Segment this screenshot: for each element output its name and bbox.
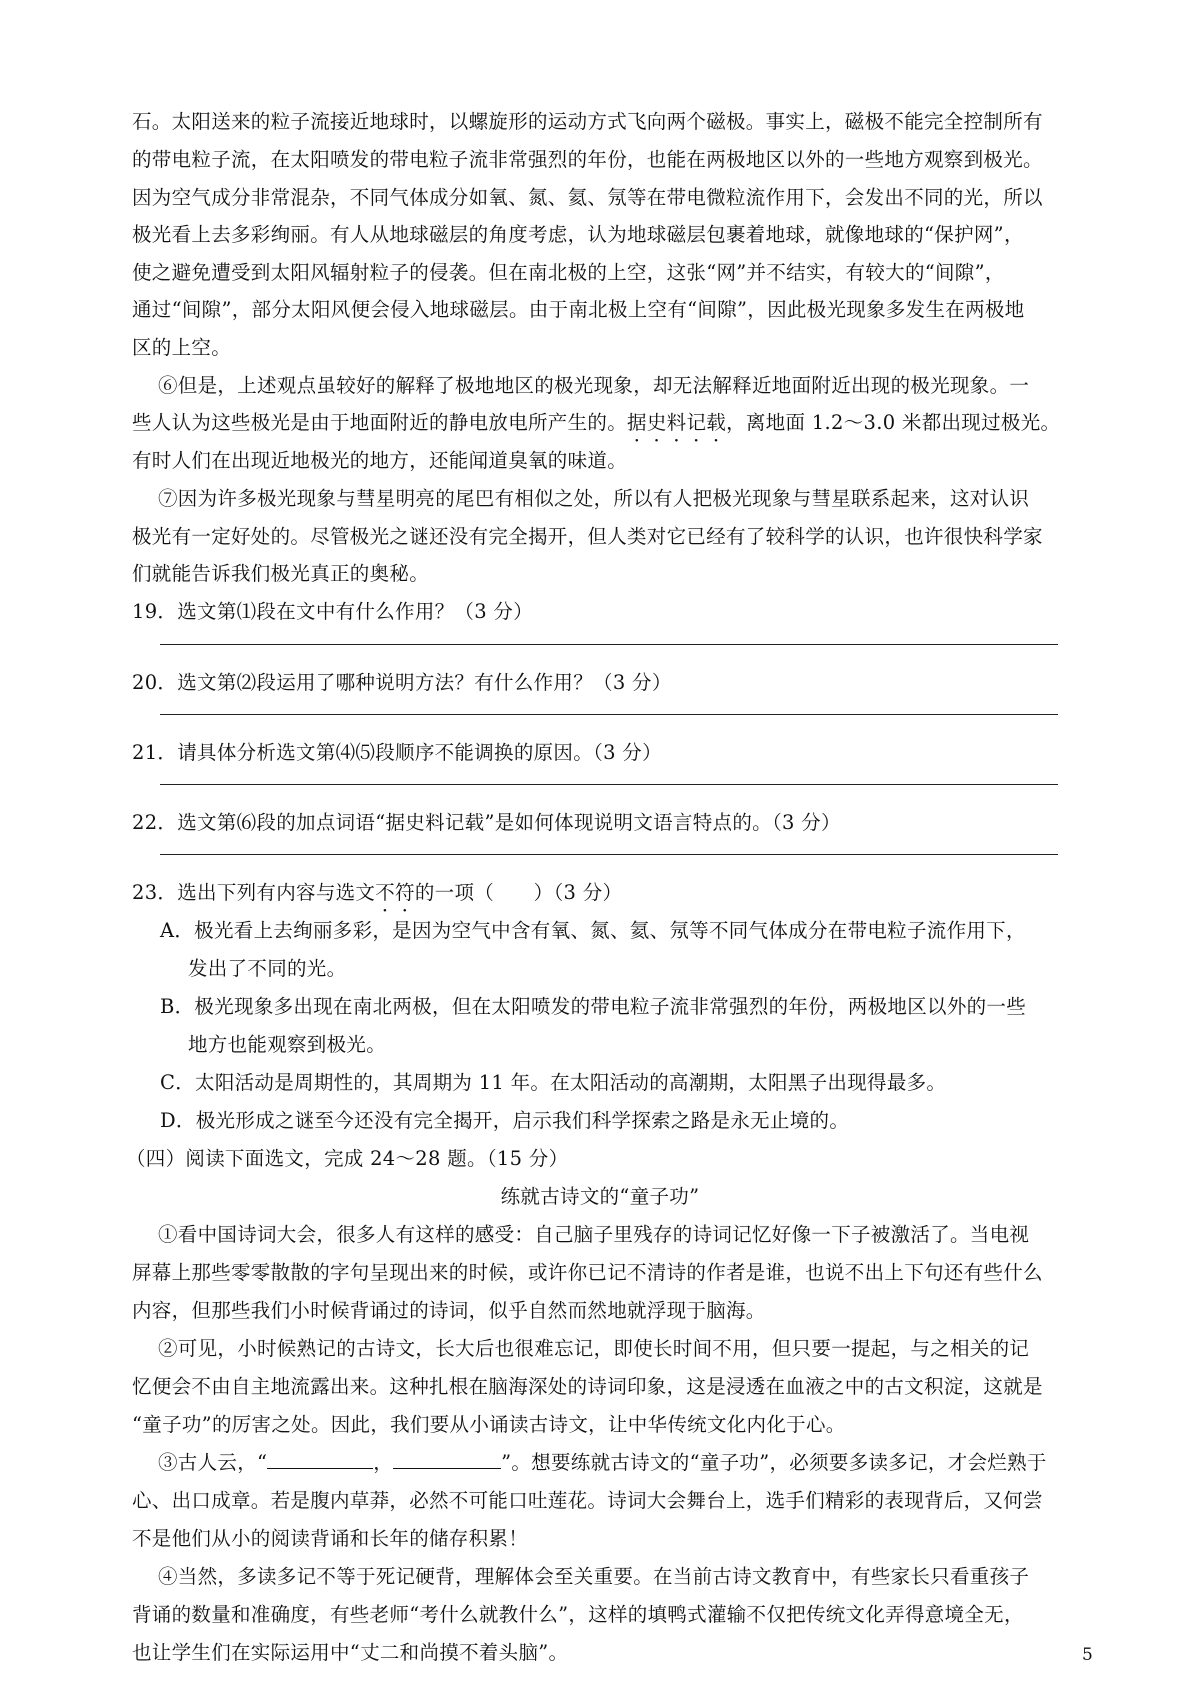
passage-text: ③古人云，“: [158, 1451, 268, 1474]
article-title: 练就古诗文的“童子功”: [500, 1185, 700, 1208]
question-21: 21．请具体分析选文第⑷⑸段顺序不能调换的原因。（3 分）: [132, 741, 662, 764]
page-number: 5: [1082, 1645, 1093, 1665]
paragraph-3-line: 心、出口成章。若是腹内草莽，必然不可能口吐莲花。诗词大会舞台上，选手们精彩的表现背后，又何尝: [132, 1489, 1043, 1512]
passage-line: 的带电粒子流，在太阳喷发的带电粒子流非常强烈的年份，也能在两极地区以外的一些地方观察到极光。: [132, 148, 1043, 171]
dotted-char: 记: [686, 411, 707, 434]
paragraph-7-line: 极光有一定好处的。尽管极光之谜还没有完全揭开，但人类对它已经有了较科学的认识，也许很快科学家: [132, 525, 1043, 548]
passage-text: 些人认为这些极光是由于地面附近的静电放电所产生的。: [132, 411, 628, 434]
question-19: 19．选文第⑴段在文中有什么作用？（3 分）: [132, 600, 534, 623]
question-20: 20．选文第⑵段运用了哪种说明方法？有什么作用？（3 分）: [132, 671, 672, 694]
fill-blank-1[interactable]: [267, 1467, 373, 1469]
passage-line: 区的上空。: [132, 336, 232, 359]
option-a[interactable]: A．极光看上去绚丽多彩，是因为空气中含有氧、氮、氦、氖等不同气体成分在带电粒子流作用下，: [160, 919, 1026, 942]
answer-line-21[interactable]: [160, 784, 1058, 785]
passage-text: ，: [373, 1451, 394, 1474]
paragraph-2-line: 忆便会不由自主地流露出来。这种扎根在脑海深处的诗词印象，这是浸透在血液之中的古文积淀，这就是: [132, 1375, 1043, 1398]
question-text: 的一项（ ）（3 分）: [414, 881, 623, 904]
passage-line: 因为空气成分非常混杂，不同气体成分如氧、氮、氦、氖等在带电微粒流作用下，会发出不同的光，所以: [132, 186, 1043, 209]
answer-line-19[interactable]: [160, 644, 1058, 645]
dotted-char: 载: [706, 411, 727, 434]
paragraph-2-line: ②可见，小时候熟记的古诗文，长大后也很难忘记，即使长时间不用，但只要一提起，与之相关的记: [158, 1337, 1030, 1360]
paragraph-6-line-2: [132, 407, 1060, 435]
option-d[interactable]: D．极光形成之谜至今还没有完全揭开，启示我们科学探索之路是永无止境的。: [160, 1109, 850, 1132]
option-c[interactable]: C．太阳活动是周期性的，其周期为 11 年。在太阳活动的高潮期，太阳黑子出现得最多。: [160, 1071, 947, 1094]
passage-text: ”。想要练就古诗文的“童子功”，必须要多读多记，才会烂熟于: [501, 1451, 1047, 1474]
passage-line: 石。太阳送来的粒子流接近地球时，以螺旋形的运动方式飞向两个磁极。事实上，磁极不能完全控制所有: [132, 110, 1043, 133]
dotted-char: 据: [627, 411, 647, 434]
dotted-char: 符: [395, 881, 415, 904]
paragraph-4-line: 背诵的数量和准确度，有些老师“考什么就教什么”，这样的填鸭式灌输不仅把传统文化弄得意境全无，: [132, 1603, 1024, 1626]
paragraph-1-line: ①看中国诗词大会，很多人有这样的感受：自己脑子里残存的诗词记忆好像一下子被激活了。当电视: [158, 1223, 1030, 1246]
paragraph-2-line: “童子功”的厉害之处。因此，我们要从小诵读古诗文，让中华传统文化内化于心。: [132, 1413, 846, 1436]
passage-line: 使之避免遭受到太阳风辐射粒子的侵袭。但在南北极的上空，这张“网”并不结实，有较大的“间隙”，: [132, 261, 1005, 284]
section-heading: （四）阅读下面选文，完成 24～28 题。（15 分）: [126, 1147, 569, 1170]
paragraph-3-line: [158, 1447, 1047, 1475]
fill-blank-2[interactable]: [393, 1467, 501, 1469]
paragraph-1-line: 内容，但那些我们小时候背诵过的诗词，似乎自然而然地就浮现于脑海。: [132, 1299, 766, 1322]
paragraph-1-line: 屏幕上那些零零散散的字句呈现出来的时候，或许你已记不清诗的作者是谁，也说不出上下句还有些什么: [132, 1261, 1043, 1284]
answer-line-22[interactable]: [160, 854, 1058, 855]
paragraph-7-line: ⑦因为许多极光现象与彗星明亮的尾巴有相似之处，所以有人把极光现象与彗星联系起来，这对认识: [158, 487, 1030, 510]
answer-line-20[interactable]: [160, 714, 1058, 715]
option-b[interactable]: B．极光现象多出现在南北两极，但在太阳喷发的带电粒子流非常强烈的年份，两极地区以外的一些: [160, 995, 1027, 1018]
paragraph-6-line: ⑥但是，上述观点虽较好的解释了极地地区的极光现象，却无法解释近地面附近出现的极光现象。一: [158, 374, 1030, 397]
dotted-char: 料: [666, 411, 687, 434]
option-b-continued: 地方也能观察到极光。: [188, 1033, 387, 1056]
passage-line: 极光看上去多彩绚丽。有人从地球磁层的角度考虑，认为地球磁层包裹着地球，就像地球的“保护网”，: [132, 223, 1024, 246]
paragraph-4-line: 也让学生们在实际运用中“丈二和尚摸不着头脑”。: [132, 1641, 569, 1664]
paragraph-4-line: ④当然，多读多记不等于死记硬背，理解体会至关重要。在当前古诗文教育中，有些家长只看重孩子: [158, 1565, 1030, 1588]
question-text: 23．选出下列有内容与选文: [132, 881, 376, 904]
question-22: 22．选文第⑹段的加点词语“据史料记载”是如何体现说明文语言特点的。（3 分）: [132, 811, 841, 834]
dotted-char: 不: [375, 881, 396, 904]
question-23: [132, 877, 622, 905]
passage-line: 通过“间隙”，部分太阳风便会侵入地球磁层。由于南北极上空有“间隙”，因此极光现象多发生在两极地: [132, 298, 1025, 321]
paragraph-3-line: 不是他们从小的阅读背诵和长年的储存积累！: [132, 1527, 529, 1550]
paragraph-7-line: 们就能告诉我们极光真正的奥秘。: [132, 562, 430, 585]
dotted-char: 史: [646, 411, 667, 434]
option-a-continued: 发出了不同的光。: [188, 957, 347, 980]
passage-text: ，离地面 1.2～3.0 米都出现过极光。: [726, 411, 1061, 434]
paragraph-6-line-3: 有时人们在出现近地极光的地方，还能闻道臭氧的味道。: [132, 449, 628, 472]
